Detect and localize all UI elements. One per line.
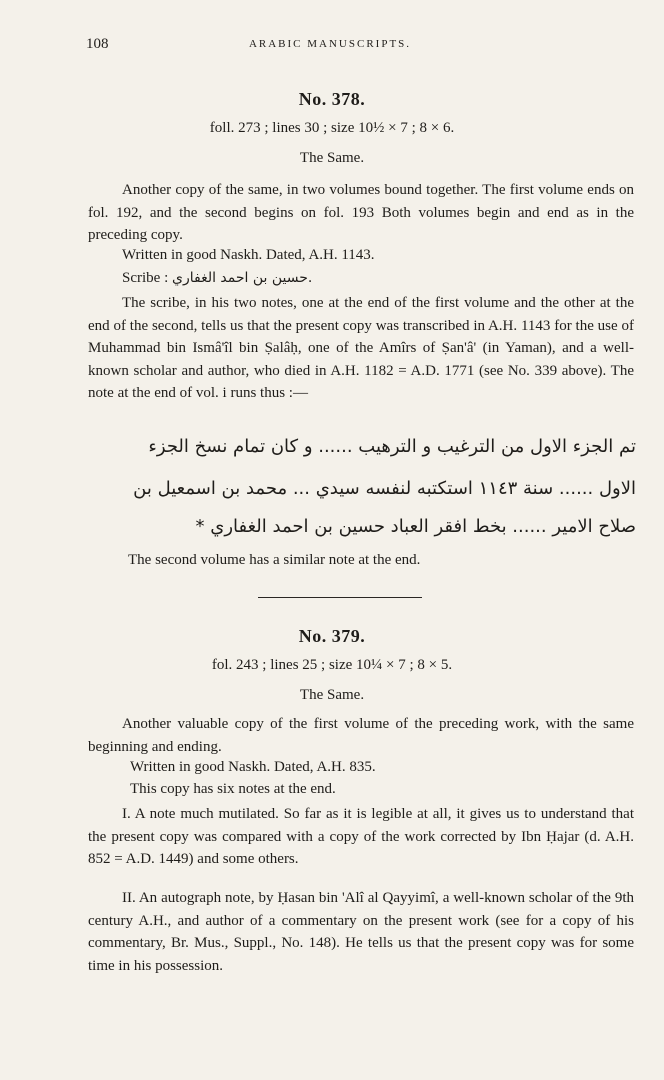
section-divider bbox=[258, 597, 422, 598]
entry-379-note-ii: II. An autograph note, by Ḥasan bin 'Alî al Qayyimî, a well-known scholar of the 9th century A.H., and author of a commentary on the present work (see for a copy of his commentary, Br. Mus., Suppl., No. 148). He tells us that the present copy was for some time in his possession. bbox=[88, 890, 634, 974]
entry-378-second-note: The second volume has a similar note at the end. bbox=[128, 552, 421, 568]
entry-378-scribe-notes: The scribe, in his two notes, one at the end of the first volume and the other at the end of the second, tells us that the present copy was transcribed in A.H. 1143 for the use of Muhammad bin Ismâ'îl bin Ṣalâḥ, one of the Amîrs of Ṣan'â' (in Yaman), and a well-known scholar and author, who died in A.H. 1182 = A.D. 1771 (see No. 339 above). The note at the end of vol. i runs thus :— bbox=[88, 295, 634, 401]
entry-378-description: Another copy of the same, in two volumes bound together. The first volume ends on fol. 192, and the second begins on fol. 193 Both volumes begin and end as in the preceding copy. bbox=[88, 182, 634, 243]
entry-379-description: Another valuable copy of the first volume of the preceding work, with the same beginning and ending. bbox=[88, 716, 634, 755]
scribe-label: Scribe : bbox=[122, 270, 169, 286]
entry-378-title: No. 378. bbox=[298, 89, 366, 109]
entry-379-same: The Same. bbox=[299, 687, 365, 703]
running-title: ARABIC MANUSCRIPTS. bbox=[248, 38, 412, 50]
entry-378-scribe bbox=[122, 270, 312, 287]
entry-379-note-i: I. A note much mutilated. So far as it is legible at all, it gives us to understand that the present copy was compared with a copy of the work corrected by Ibn Ḥajar (d. A.H. 852 = A.D. 1449) and some others. bbox=[88, 806, 634, 867]
entry-378-same: The Same. bbox=[299, 150, 365, 166]
entry-379-collation: fol. 243 ; lines 25 ; size 10¼ × 7 ; 8 × 5. bbox=[211, 657, 453, 673]
entry-378-collation: foll. 273 ; lines 30 ; size 10½ × 7 ; 8 × 6. bbox=[209, 120, 455, 136]
entry-378-written: Written in good Naskh. Dated, A.H. 1143. bbox=[122, 247, 375, 263]
page-header bbox=[86, 36, 634, 56]
scribe-arabic: حسين بن احمد الغفاري. bbox=[172, 270, 313, 286]
entry-379-written: Written in good Naskh. Dated, A.H. 835. bbox=[130, 759, 376, 775]
arabic-line-2: الاول ...... سنة ١١٤٣ استكتبه لنفسه سيدي ... محمد بن اسمعيل بن bbox=[133, 478, 636, 499]
arabic-line-1: تم الجزء الاول من الترغيب و الترهيب ...... و كان تمام نسخ الجزء bbox=[148, 436, 636, 457]
entry-379-notes: This copy has six notes at the end. bbox=[130, 781, 336, 797]
entry-379-title: No. 379. bbox=[298, 626, 366, 646]
arabic-line-3: صلاح الامير ...... بخط افقر العباد حسين بن احمد الغفاري * bbox=[195, 516, 636, 537]
page-number: 108 bbox=[86, 36, 109, 52]
